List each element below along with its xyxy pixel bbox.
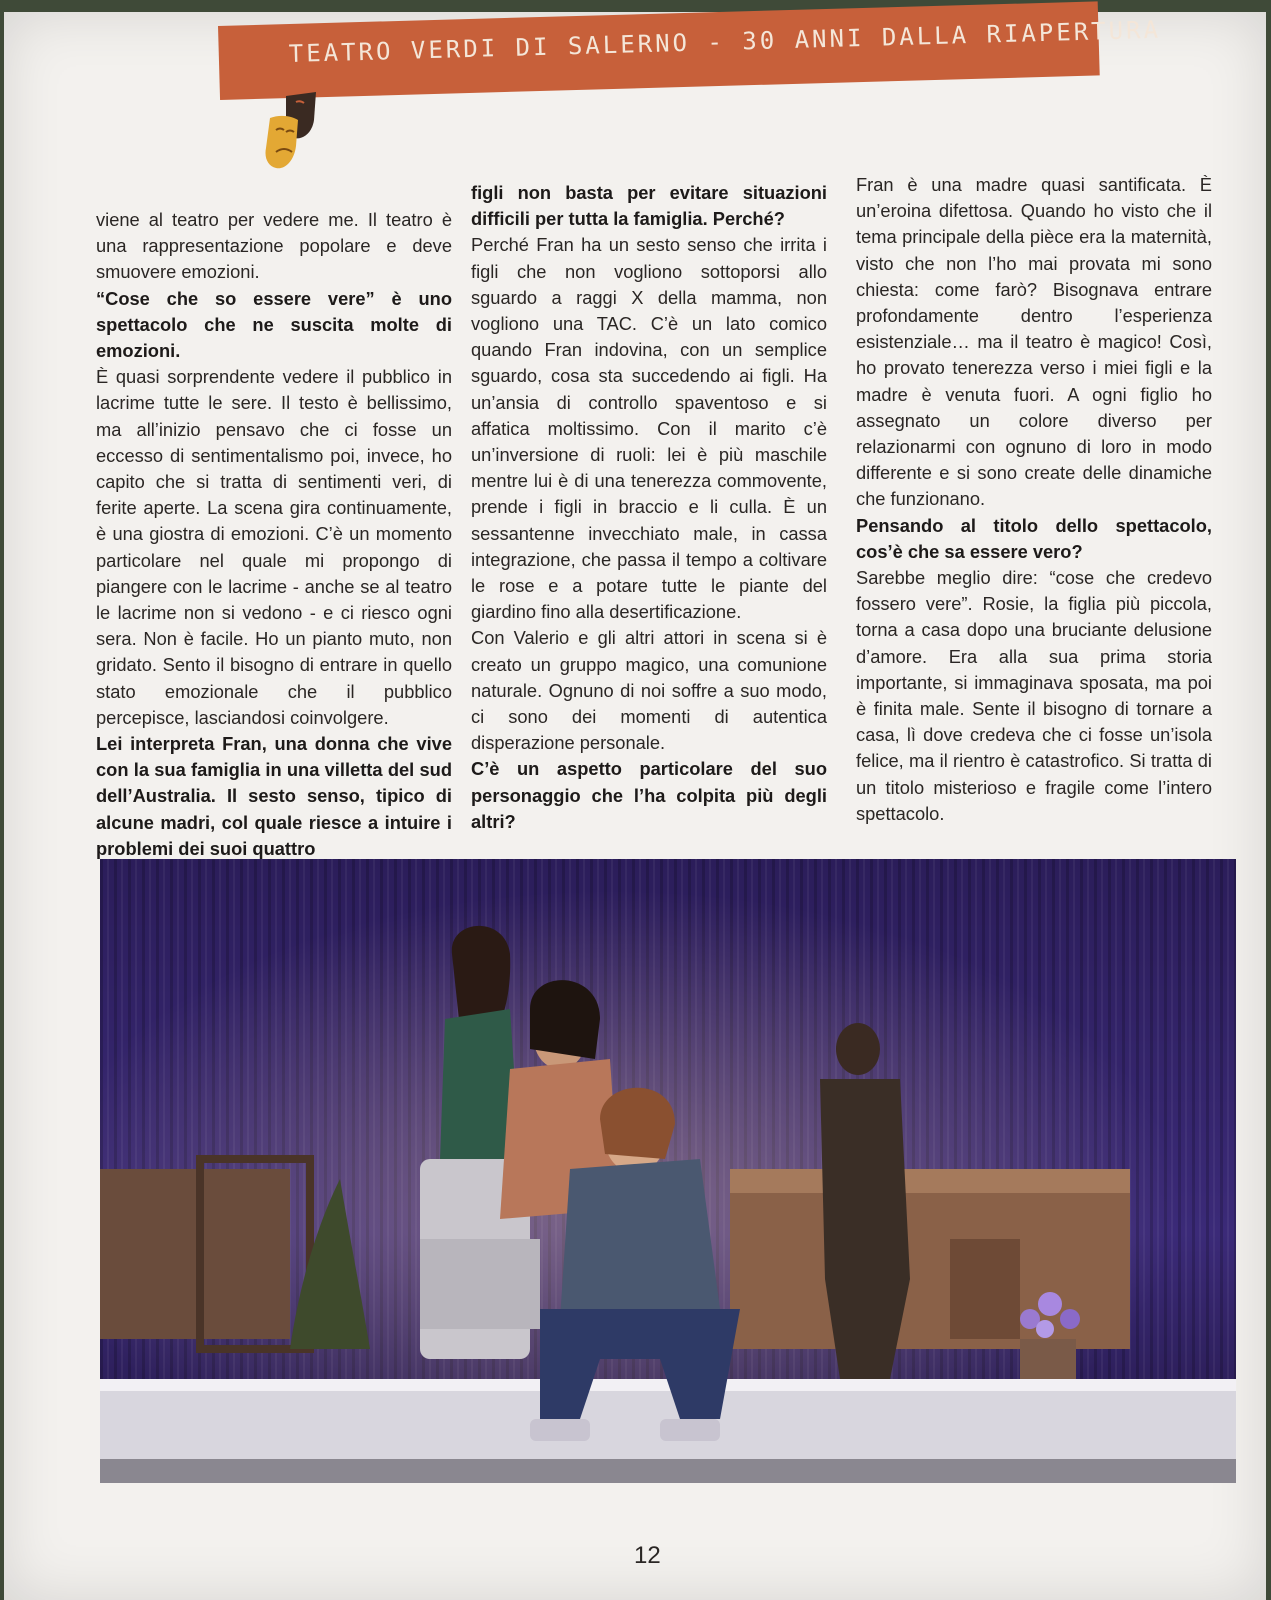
stage-scene-photo — [100, 859, 1236, 1483]
page-number: 12 — [634, 1542, 661, 1569]
column2-question-2: C’è un aspetto particolare del suo personaggio che l’ha colpita più degli altri? — [471, 758, 827, 832]
text-column-1 — [96, 207, 452, 862]
text-column-2 — [471, 180, 827, 835]
column2-paragraph-2: Con Valerio e gli altri attori in scena si è creato un gruppo magico, una comunione naturale. Ognuno di noi soffre a suo modo, ci sono dei momenti di autentica disperazione personale. — [471, 627, 827, 754]
column1-question-2: Lei interpreta Fran, una donna che vive con la sua famiglia in una villetta del sud dell’Australia. Il sesto senso, tipico di alcune madri, col quale riesce a intuire i problemi dei suoi quattro — [96, 733, 452, 859]
column2-question-1: figli non basta per evitare situazioni difficili per tutta la famiglia. Perché? — [471, 182, 827, 230]
header-title: TEATRO VERDI DI SALERNO - 30 ANNI DALLA RIAPERTURA — [288, 15, 1162, 69]
text-column-3 — [856, 172, 1212, 827]
set-wall-panel — [100, 1169, 290, 1339]
column1-paragraph-2: È quasi sorprendente vedere il pubblico in lacrime tutte le sere. Il testo è bellissimo, ma all’inizio pensavo che ci fosse un eccesso di sentimentalismo poi, invece, ho capito che si tratta di sentimenti veri, di ferite aperte. La scena gira continuamente, è una giostra di emozioni. C’è un momento particolare nel quale mi propongo di piangere con le lacrime - anche se al teatro le lacrime non si vedono - e ci riesco ogni sera. Non è facile. Ho un pianto muto, non gridato. Sento il bisogno di entrare in quello stato emozionale che il pubblico percepisce, lasciandosi coinvolgere. — [96, 366, 452, 728]
column3-question-1: Pensando al titolo dello spettacolo, cos’è che sa essere vero? — [856, 514, 1212, 562]
magazine-page — [4, 12, 1266, 1600]
column1-paragraph-1: viene al teatro per vedere me. Il teatro è una rappresentazione popolare e deve smuovere emozioni. — [96, 209, 452, 283]
column3-paragraph-1: Fran è una madre quasi santificata. È un’eroina difettosa. Quando ho visto che il tema principale della pièce era la maternità, visto che non l’ho mai provata mi sono chiesta: come farò? Bisognava entrare profondamente dentro l’esperienza esistenziale… ma il teatro è magico! Così, ho provato tenerezza verso i miei figli e la madre è venuta fuori. A ogni figlio ho assegnato un colore diverso per relazionarmi con ognuno di loro in modo differente e si sono create delle dinamiche che funzionano. — [856, 174, 1212, 510]
column3-paragraph-2: Sarebbe meglio dire: “cose che credevo fossero vere”. Rosie, la figlia più piccola, torna a casa dopo una bruciante delusione d’amore. Era alla sua prima storia importante, si immaginava sposata, ma poi è finita male. Sente il bisogno di tornare a casa, lì dove credeva che ci fosse un’isola felice, ma il rientro è catastrofico. Si tratta di un titolo misterioso e fragile come l’intero spettacolo. — [856, 567, 1212, 824]
header-banner — [218, 1, 1162, 100]
column1-question-1: “Cose che so essere vere” è uno spettacolo che ne suscita molte di emozioni. — [96, 287, 452, 362]
theatre-mask-icon — [256, 90, 330, 176]
stage-scene-illustration — [100, 859, 1236, 1483]
column2-paragraph-1: Perché Fran ha un sesto senso che irrita i figli che non vogliono sottoporsi allo sguardo a raggi X della mamma, non vogliono una TAC. C’è un lato comico quando Fran indovina, con un semplice sguardo, cosa sta succedendo ai figli. Ha un’ansia di controllo spaventoso e si affatica moltissimo. Con il marito c’è un’inversione di ruoli: lei è più maschile mentre lui è di una tenerezza commovente, prende i figli in braccio e li culla. È un sessantenne invecchiato male, in cassa integrazione, che passa il tempo a coltivare le rose e a potare tutte le piante del giardino fino alla desertificazione. — [471, 234, 827, 623]
